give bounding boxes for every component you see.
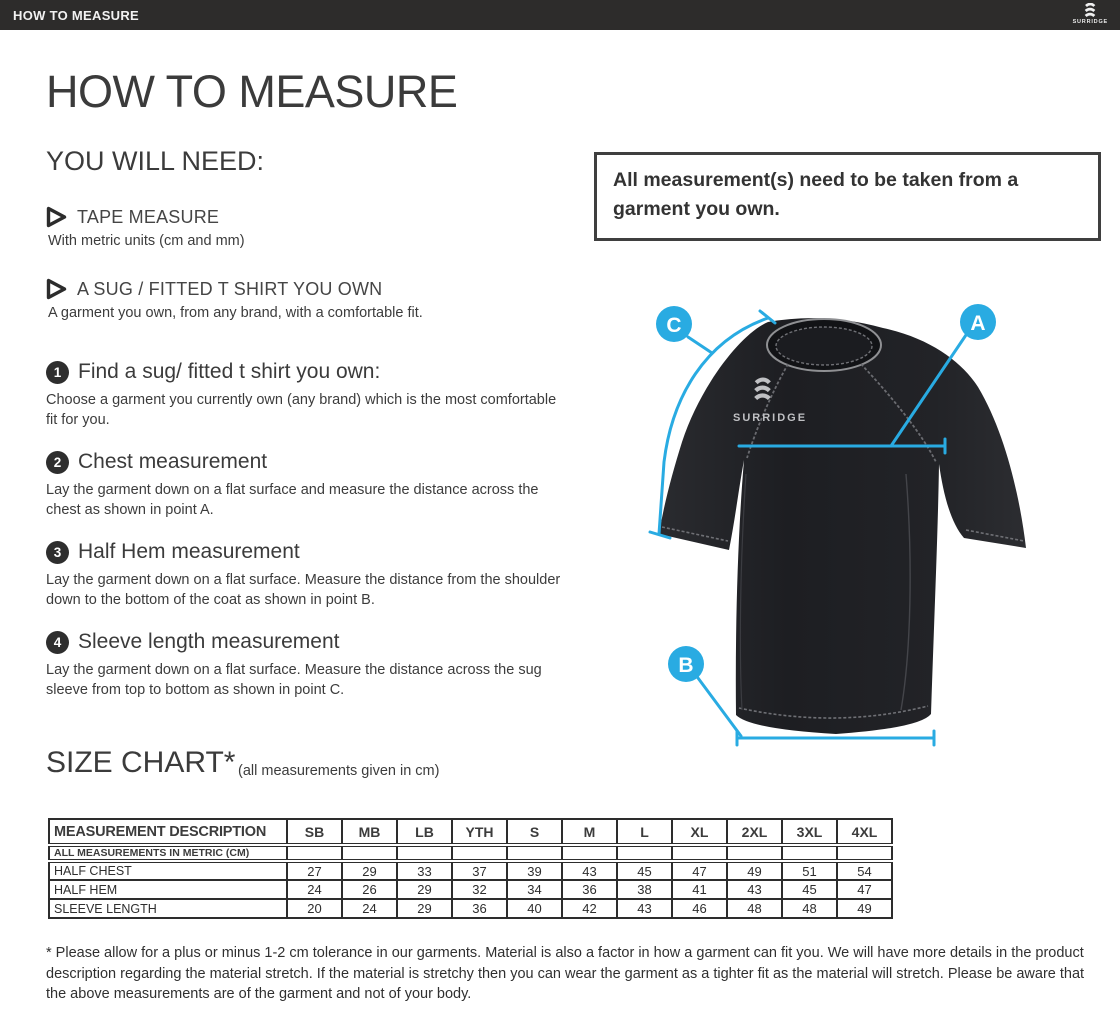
marker-a — [960, 304, 996, 340]
size-chart-subtitle: (all measurements given in cm) — [238, 763, 440, 779]
size-chart-title: SIZE CHART* — [46, 746, 236, 779]
table-row-half-hem — [49, 880, 892, 899]
note-box — [594, 152, 1101, 241]
size-cell: 42 — [562, 899, 617, 918]
size-cell: 43 — [727, 880, 782, 899]
size-chart-table — [48, 818, 893, 919]
play-triangle-icon — [46, 278, 67, 300]
step-item-4 — [46, 630, 576, 700]
size-cell: 34 — [507, 880, 562, 899]
size-cell: 45 — [617, 861, 672, 880]
column-header: 2XL — [727, 819, 782, 845]
need-item-subtitle: A garment you own, from any brand, with a comfortable fit. — [48, 305, 423, 321]
column-header: L — [617, 819, 672, 845]
column-header: LB — [397, 819, 452, 845]
column-header: MB — [342, 819, 397, 845]
metric-row — [49, 845, 892, 861]
footnote: * Please allow for a plus or minus 1-2 cm tolerance in our garments. Material is also a factor in how a garment can fit you. We will have more details in the product description regarding the material stretch. If the material is stretchy then you can wear the garment as a tighter fit as the material will stretch. Please be aware that the above measurements are of the garment and not of your body. — [46, 945, 1085, 1003]
column-header: 3XL — [782, 819, 837, 845]
size-cell: 37 — [452, 861, 507, 880]
size-cell: 49 — [837, 899, 892, 918]
step-number-badge: 3 — [46, 541, 69, 564]
svg-text:A: A — [970, 312, 986, 335]
size-cell: 32 — [452, 880, 507, 899]
size-cell: 29 — [342, 861, 397, 880]
step-body: Lay the garment down on a flat surface and measure the distance across the chest as shown in point A. — [46, 482, 539, 518]
metric-row-label: ALL MEASUREMENTS IN METRIC (CM) — [49, 845, 287, 861]
step-item-1 — [46, 360, 576, 430]
topbar — [0, 0, 1120, 30]
marker-c — [656, 306, 692, 342]
size-cell: 48 — [782, 899, 837, 918]
step-title: Half Hem measurement — [78, 540, 300, 563]
step-title: Sleeve length measurement — [78, 630, 340, 653]
size-cell: 26 — [342, 880, 397, 899]
header-row — [49, 819, 892, 845]
size-cell: 39 — [507, 861, 562, 880]
step-number-badge: 2 — [46, 451, 69, 474]
column-header: SB — [287, 819, 342, 845]
size-cell: 46 — [672, 899, 727, 918]
size-cell: 36 — [562, 880, 617, 899]
svg-text:C: C — [666, 314, 682, 337]
marker-b — [668, 646, 704, 682]
need-item-title: A SUG / FITTED T SHIRT YOU OWN — [77, 278, 383, 299]
size-cell: 24 — [342, 899, 397, 918]
play-triangle-icon — [46, 206, 67, 228]
shirt-logo-wordmark: SURRIDGE — [733, 412, 808, 424]
need-item-title: TAPE MEASURE — [77, 206, 220, 227]
step-number-badge: 4 — [46, 631, 69, 654]
page-title: HOW TO MEASURE — [46, 66, 458, 117]
size-cell: 47 — [837, 880, 892, 899]
surridge-s-icon — [1083, 3, 1097, 19]
column-header: XL — [672, 819, 727, 845]
step-body: Choose a garment you currently own (any brand) which is the most comfortable fit for you. — [46, 392, 557, 428]
brand-logo — [1073, 1, 1108, 26]
need-item-tape-measure — [46, 206, 586, 249]
step-body: Lay the garment down on a flat surface. Measure the distance from the shoulder down to the bottom of the coat as shown in point B. — [46, 572, 561, 608]
row-label: HALF CHEST — [49, 861, 287, 880]
need-item-subtitle: With metric units (cm and mm) — [48, 233, 245, 249]
size-cell: 20 — [287, 899, 342, 918]
note-text: All measurement(s) need to be taken from a garment you own. — [613, 169, 1019, 221]
size-cell: 45 — [782, 880, 837, 899]
column-header: YTH — [452, 819, 507, 845]
column-header: MEASUREMENT DESCRIPTION — [49, 819, 287, 845]
size-cell: 29 — [397, 899, 452, 918]
size-cell: 33 — [397, 861, 452, 880]
size-cell: 36 — [452, 899, 507, 918]
table-row-sleeve-length — [49, 899, 892, 918]
size-cell: 24 — [287, 880, 342, 899]
size-cell: 43 — [562, 861, 617, 880]
row-label: SLEEVE LENGTH — [49, 899, 287, 918]
size-cell: 29 — [397, 880, 452, 899]
topbar-title: HOW TO MEASURE — [13, 7, 140, 23]
column-header: S — [507, 819, 562, 845]
shirt-diagram — [600, 282, 1100, 792]
brand-wordmark: SURRIDGE — [1072, 19, 1108, 25]
size-cell: 43 — [617, 899, 672, 918]
you-will-need-heading: YOU WILL NEED: — [46, 146, 265, 176]
size-cell: 49 — [727, 861, 782, 880]
row-label: HALF HEM — [49, 880, 287, 899]
size-cell: 38 — [617, 880, 672, 899]
step-body: Lay the garment down on a flat surface. Measure the distance across the sug sleeve from top to bottom as shown in point C. — [46, 662, 542, 698]
step-title: Find a sug/ fitted t shirt you own: — [78, 360, 381, 383]
size-cell: 47 — [672, 861, 727, 880]
shirt — [659, 318, 1026, 734]
step-item-2 — [46, 450, 576, 520]
step-number-badge: 1 — [46, 361, 69, 384]
step-item-3 — [46, 540, 576, 610]
table-row-half-chest — [49, 861, 892, 880]
size-cell: 27 — [287, 861, 342, 880]
svg-text:B: B — [678, 654, 694, 677]
column-header: 4XL — [837, 819, 892, 845]
size-cell: 51 — [782, 861, 837, 880]
need-item-fitted-shirt — [46, 278, 586, 321]
step-title: Chest measurement — [78, 450, 268, 473]
size-cell: 40 — [507, 899, 562, 918]
column-header: M — [562, 819, 617, 845]
size-cell: 48 — [727, 899, 782, 918]
size-cell: 41 — [672, 880, 727, 899]
size-cell: 54 — [837, 861, 892, 880]
